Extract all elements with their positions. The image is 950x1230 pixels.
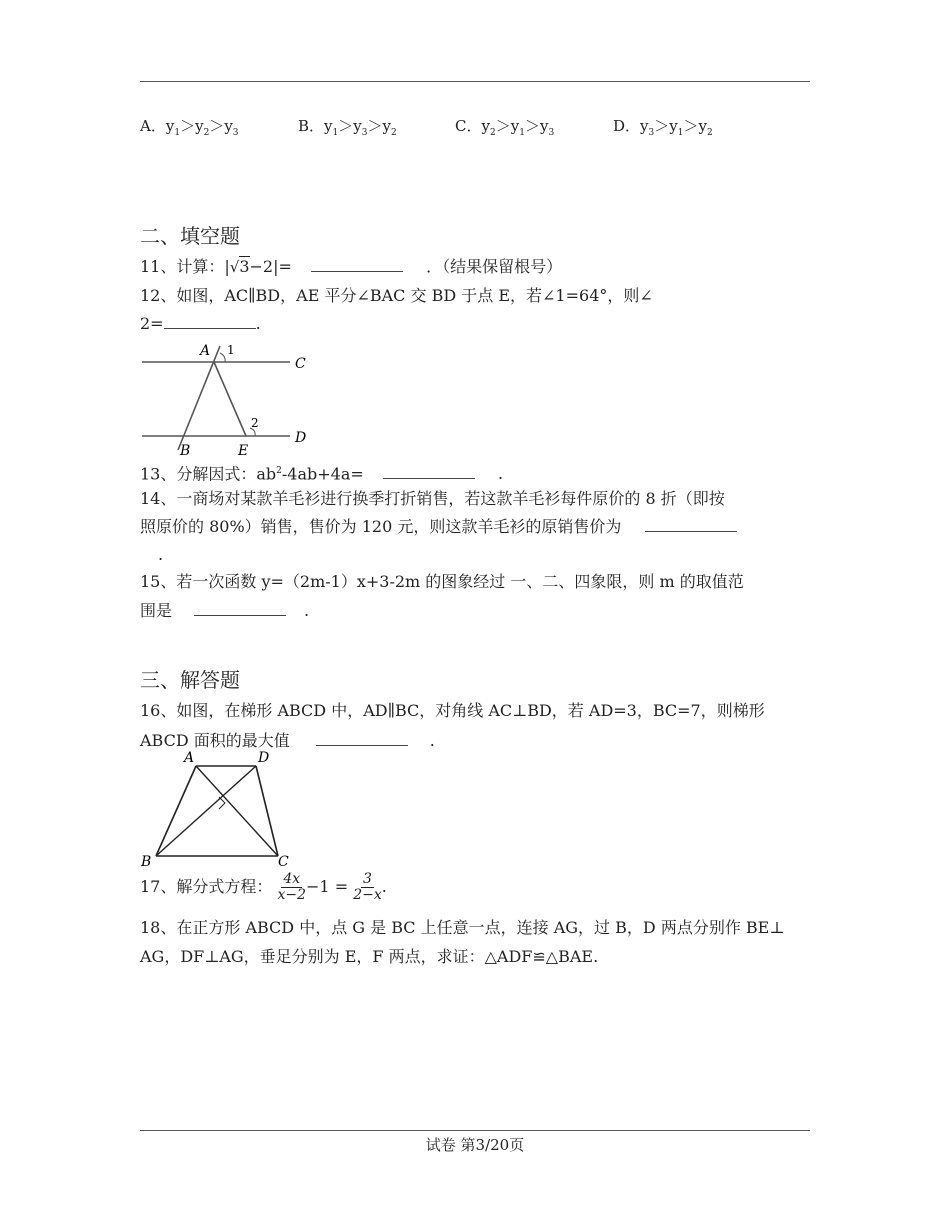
question-11: 11、计算：|√3−2|= ．（结果保留根号） xyxy=(140,257,563,276)
label-b: B xyxy=(141,854,152,870)
question-13: 13、分解因式：$ab^2-4ab+4a=$ . xyxy=(140,464,504,484)
question-14-line1: 14、一商场对某款羊毛衫进行换季打折销售，若这款羊毛衫每件原价的 8 折（即按 xyxy=(140,489,725,508)
figure-16-trapezoid xyxy=(138,750,298,872)
label-b: B xyxy=(180,443,191,459)
question-14-line3: . xyxy=(158,545,164,564)
label-a: A xyxy=(200,343,211,359)
segment-ae xyxy=(214,362,246,436)
answer-blank-16[interactable] xyxy=(316,730,408,746)
answer-blank-12[interactable] xyxy=(164,313,256,329)
label-c: C xyxy=(278,854,289,870)
fraction-2: $\frac{3}{2-x}$ xyxy=(353,871,382,903)
answer-blank-13[interactable] xyxy=(383,463,475,479)
diagonal-ac xyxy=(196,766,278,856)
header-rule xyxy=(140,81,810,82)
label-d: D xyxy=(295,430,307,446)
figure-12-parallel-lines xyxy=(138,338,328,460)
answer-blank-15[interactable] xyxy=(194,600,286,616)
option-c: C．$y_2>y_1>y_3$ xyxy=(455,117,555,138)
label-1: 1 xyxy=(227,343,235,357)
fraction-1: $\frac{4x}{x-2}$ xyxy=(277,871,307,903)
answer-blank-11[interactable] xyxy=(311,256,403,272)
label-e: E xyxy=(238,443,249,459)
page-footer: 试卷 第3/20页 xyxy=(425,1136,525,1154)
answer-blank-14[interactable] xyxy=(645,516,737,532)
question-16-line2: ABCD 面积的最大值 . xyxy=(140,731,435,750)
question-14-line2: 照原价的 80%）销售，售价为 120 元，则这款羊毛衫的原销售价为 xyxy=(140,516,737,538)
label-a: A xyxy=(184,750,195,766)
question-15-line1: 15、若一次函数 y=（2m-1）x+3-2m 的图象经过 一、二、四象限，则 m 的取值范 xyxy=(140,572,744,591)
option-b: B．$y_1>y_3>y_2$ xyxy=(298,117,397,138)
question-18-line1: 18、在正方形 ABCD 中，点 G 是 BC 上任意一点，连接 AG，过 B，D 两点分别作 BE⊥ xyxy=(140,918,785,937)
option-d: D．$y_3>y_1>y_2$ xyxy=(613,117,713,138)
side-dc xyxy=(256,766,278,856)
label-c: C xyxy=(295,356,306,372)
angle-1-arc xyxy=(220,353,225,362)
question-18-line2: AG，DF⊥AG，垂足分别为 E，F 两点，求证：△ADF≌△BAE. xyxy=(140,947,599,966)
label-d: D xyxy=(258,750,270,766)
label-2: 2 xyxy=(251,416,259,430)
diagonal-bd xyxy=(156,766,256,856)
footer-rule xyxy=(140,1130,810,1131)
option-a: A．$y_1>y_2>y_3$ xyxy=(140,117,239,138)
section-title-answer: 三、解答题 xyxy=(140,668,240,692)
question-12-line1: 12、如图，AC∥BD，AE 平分∠BAC 交 BD 于点 E，若∠1=64°，则∠ xyxy=(140,286,653,305)
question-15-line2: 围是 . xyxy=(140,601,310,620)
question-16-line1: 16、如图，在梯形 ABCD 中，AD∥BC，对角线 AC⊥BD，若 AD=3，BC=7，则梯形 xyxy=(140,701,765,720)
question-12-line2: 2= . xyxy=(140,314,261,333)
section-title-fill-blank: 二、填空题 xyxy=(140,224,240,248)
question-17: 17、解分式方程： $\frac{4x}{x-2}$ −1 = $\frac{3}{2-x}$ . xyxy=(140,871,387,903)
side-ab xyxy=(156,766,196,856)
